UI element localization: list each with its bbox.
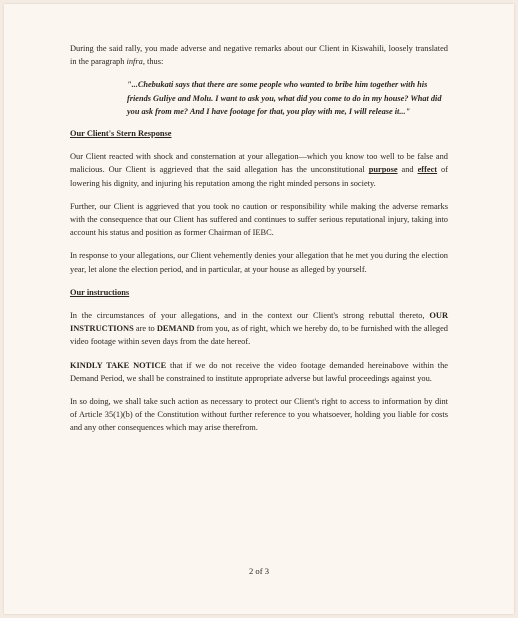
paragraph-text: In the circumstances of your allegations, and in the context our Client's strong rebuttal thereto, xyxy=(70,311,430,321)
italic-term: infra xyxy=(126,57,143,67)
paragraph-text: that if we do not receive the video footage demanded hereinabove within the Demand Period, we shall be constrained to institute appropriate adverse but lawful proceedings against you. xyxy=(70,360,448,383)
paragraph-text: are to xyxy=(133,324,157,334)
translated-quote: "...Chebukati says that there are some people who wanted to bribe him together with his friends Guliye and Molu. I want to ask you, what did you come to do in my house? What did you ask from me? And I have footage for that, you play with me, I will release it..." xyxy=(127,80,442,116)
emphasis-our-instructions: OUR INSTRUCTIONS xyxy=(70,311,448,334)
emphasis-demand: DEMAND xyxy=(156,324,195,334)
section-heading-stern-response: Our Client's Stern Response xyxy=(70,129,172,139)
document-body xyxy=(70,42,448,445)
paragraph-text: from you, as of right, which we hereby do, to be furnished with the alleged video footage within seven days from the date hereof. xyxy=(70,324,448,347)
paragraph-text: and xyxy=(397,165,418,175)
paragraph-text: Our Client reacted with shock and consternation at your allegation—which you know too well to be false and malicious. Our Client is aggrieved that the said allegation has the unconstitutional xyxy=(70,152,448,175)
paragraph-rally-remarks xyxy=(70,42,448,68)
paragraph-action: In so doing, we shall take such action as necessary to protect our Client's right to access to information by dint of Article 35(1)(b) of the Constitution without further reference to you whatsoever, holding you liable for costs and any other consequences which may arise therefrom. xyxy=(70,397,448,433)
paragraph-denial: In response to your allegations, our Client vehemently denies your allegation that he met you during the election year, let alone the election period, and in particular, at your house as alleged by yourself. xyxy=(70,251,448,274)
paragraph-notice xyxy=(70,359,448,385)
emphasis-purpose: purpose xyxy=(368,165,398,175)
document-page xyxy=(4,4,514,614)
emphasis-effect: effect xyxy=(417,165,438,175)
paragraph-text: of lowering his dignity, and injuring his reputation among the right minded persons in society. xyxy=(70,165,449,188)
paragraph-further-aggrieved: Further, our Client is aggrieved that you took no caution or responsibility while making the adverse remarks with the consequence that our Client has suffered and continues to suffer serious reputational injury, taking into account his status and position as former Chairman of IEBC. xyxy=(70,201,448,238)
emphasis-kindly-take-notice: KINDLY TAKE NOTICE xyxy=(70,360,167,370)
paragraph-instructions xyxy=(70,309,448,349)
paragraph-text: During the said rally, you made adverse and negative remarks about our Client in Kiswahili, loosely translated in the paragraph xyxy=(70,44,448,67)
paragraph-client-reaction xyxy=(70,150,448,190)
paragraph-text: , thus: xyxy=(142,57,164,67)
section-heading-instructions: Our instructions xyxy=(70,287,130,297)
page-number: 2 of 3 xyxy=(248,566,270,576)
